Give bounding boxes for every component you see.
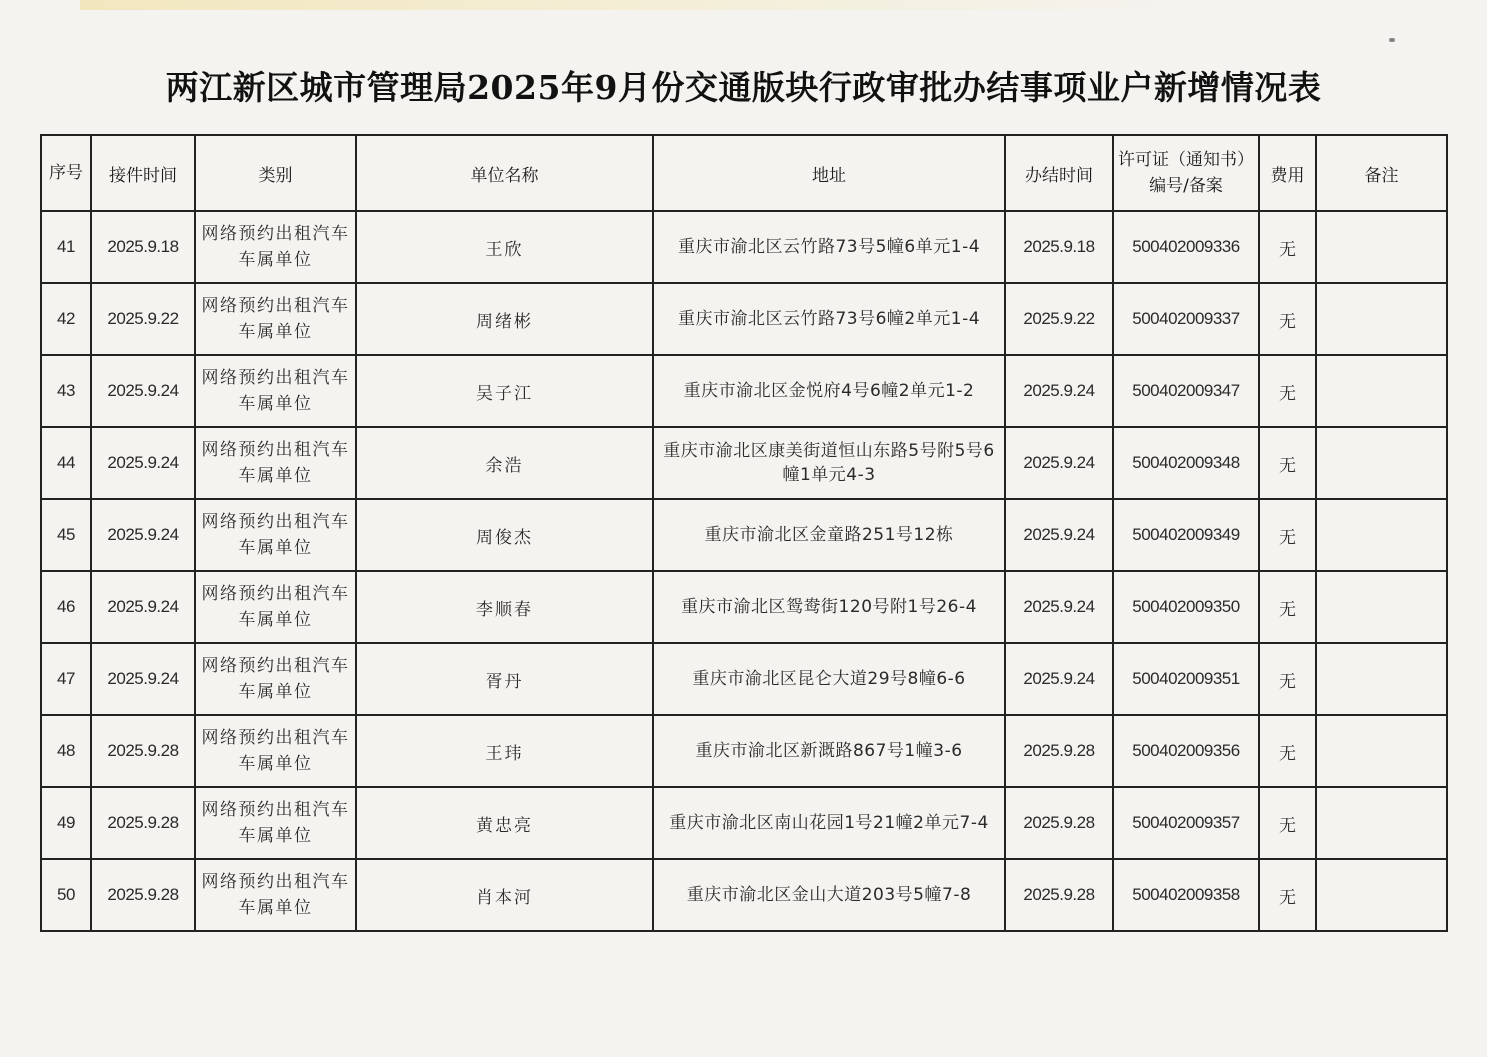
document-title: 两江新区城市管理局2025年9月份交通版块行政审批办结事项业户新增情况表	[165, 68, 1322, 107]
cell-unit-name: 周俊杰	[356, 499, 653, 571]
cell-note	[1316, 355, 1447, 427]
cell-unit-name: 肖本河	[356, 859, 653, 931]
table-row	[41, 787, 1447, 859]
cell-fee: 无	[1259, 283, 1316, 355]
header-unit-name: 单位名称	[356, 135, 653, 211]
cell-completed: 2025.9.28	[1005, 859, 1113, 931]
cell-seq: 46	[41, 571, 91, 643]
cell-unit-name: 胥丹	[356, 643, 653, 715]
cell-address: 重庆市渝北区新溉路867号1幢3-6	[653, 715, 1005, 787]
cell-category: 网络预约出租汽车车属单位	[195, 571, 356, 643]
cell-received: 2025.9.28	[91, 715, 195, 787]
cell-completed: 2025.9.24	[1005, 499, 1113, 571]
records-table	[40, 134, 1448, 932]
table-row	[41, 859, 1447, 931]
cell-received: 2025.9.18	[91, 211, 195, 283]
header-received: 接件时间	[91, 135, 195, 211]
cell-completed: 2025.9.24	[1005, 643, 1113, 715]
cell-unit-name: 李顺春	[356, 571, 653, 643]
cell-completed: 2025.9.22	[1005, 283, 1113, 355]
cell-unit-name: 吴子江	[356, 355, 653, 427]
cell-seq: 48	[41, 715, 91, 787]
cell-address: 重庆市渝北区云竹路73号6幢2单元1-4	[653, 283, 1005, 355]
cell-unit-name: 周绪彬	[356, 283, 653, 355]
cell-address: 重庆市渝北区金童路251号12栋	[653, 499, 1005, 571]
cell-fee: 无	[1259, 571, 1316, 643]
cell-unit-name: 余浩	[356, 427, 653, 499]
header-completed: 办结时间	[1005, 135, 1113, 211]
table-row	[41, 283, 1447, 355]
cell-address: 重庆市渝北区云竹路73号5幢6单元1-4	[653, 211, 1005, 283]
cell-received: 2025.9.24	[91, 355, 195, 427]
cell-seq: 49	[41, 787, 91, 859]
cell-fee: 无	[1259, 355, 1316, 427]
cell-permit: 500402009357	[1113, 787, 1259, 859]
table-row	[41, 571, 1447, 643]
cell-address: 重庆市渝北区金悦府4号6幢2单元1-2	[653, 355, 1005, 427]
cell-seq: 42	[41, 283, 91, 355]
cell-category: 网络预约出租汽车车属单位	[195, 211, 356, 283]
cell-unit-name: 王玮	[356, 715, 653, 787]
cell-note	[1316, 571, 1447, 643]
cell-permit: 500402009337	[1113, 283, 1259, 355]
table-row	[41, 355, 1447, 427]
cell-fee: 无	[1259, 427, 1316, 499]
cell-received: 2025.9.24	[91, 499, 195, 571]
cell-fee: 无	[1259, 211, 1316, 283]
cell-permit: 500402009358	[1113, 859, 1259, 931]
cell-note	[1316, 787, 1447, 859]
cell-permit: 500402009347	[1113, 355, 1259, 427]
cell-fee: 无	[1259, 715, 1316, 787]
cell-category: 网络预约出租汽车车属单位	[195, 643, 356, 715]
cell-received: 2025.9.24	[91, 643, 195, 715]
cell-permit: 500402009350	[1113, 571, 1259, 643]
cell-address: 重庆市渝北区康美街道恒山东路5号附5号6幢1单元4-3	[653, 427, 1005, 499]
cell-completed: 2025.9.24	[1005, 571, 1113, 643]
header-address: 地址	[653, 135, 1005, 211]
scan-mark	[1389, 38, 1395, 42]
header-note: 备注	[1316, 135, 1447, 211]
cell-fee: 无	[1259, 787, 1316, 859]
table-row	[41, 499, 1447, 571]
cell-received: 2025.9.28	[91, 787, 195, 859]
cell-category: 网络预约出租汽车车属单位	[195, 283, 356, 355]
header-row	[41, 135, 1447, 211]
cell-note	[1316, 859, 1447, 931]
cell-received: 2025.9.24	[91, 571, 195, 643]
cell-seq: 41	[41, 211, 91, 283]
cell-received: 2025.9.28	[91, 859, 195, 931]
cell-category: 网络预约出租汽车车属单位	[195, 859, 356, 931]
header-seq: 序号	[41, 135, 91, 211]
cell-address: 重庆市渝北区南山花园1号21幢2单元7-4	[653, 787, 1005, 859]
table-row	[41, 715, 1447, 787]
cell-completed: 2025.9.18	[1005, 211, 1113, 283]
cell-unit-name: 黄忠亮	[356, 787, 653, 859]
cell-permit: 500402009336	[1113, 211, 1259, 283]
cell-unit-name: 王欣	[356, 211, 653, 283]
cell-note	[1316, 715, 1447, 787]
cell-address: 重庆市渝北区金山大道203号5幢7-8	[653, 859, 1005, 931]
cell-completed: 2025.9.24	[1005, 427, 1113, 499]
cell-note	[1316, 643, 1447, 715]
cell-note	[1316, 499, 1447, 571]
cell-address: 重庆市渝北区昆仑大道29号8幢6-6	[653, 643, 1005, 715]
cell-permit: 500402009356	[1113, 715, 1259, 787]
table-row	[41, 643, 1447, 715]
cell-category: 网络预约出租汽车车属单位	[195, 427, 356, 499]
cell-note	[1316, 427, 1447, 499]
cell-received: 2025.9.22	[91, 283, 195, 355]
cell-seq: 47	[41, 643, 91, 715]
cell-permit: 500402009348	[1113, 427, 1259, 499]
cell-note	[1316, 283, 1447, 355]
cell-category: 网络预约出租汽车车属单位	[195, 499, 356, 571]
cell-permit: 500402009349	[1113, 499, 1259, 571]
cell-note	[1316, 211, 1447, 283]
cell-category: 网络预约出租汽车车属单位	[195, 787, 356, 859]
table-row	[41, 211, 1447, 283]
header-fee: 费用	[1259, 135, 1316, 211]
header-category: 类别	[195, 135, 356, 211]
cell-seq: 45	[41, 499, 91, 571]
cell-completed: 2025.9.28	[1005, 715, 1113, 787]
cell-completed: 2025.9.28	[1005, 787, 1113, 859]
cell-fee: 无	[1259, 643, 1316, 715]
table-row	[41, 427, 1447, 499]
cell-seq: 43	[41, 355, 91, 427]
cell-category: 网络预约出租汽车车属单位	[195, 355, 356, 427]
cell-seq: 50	[41, 859, 91, 931]
scan-edge-artifact	[80, 0, 1200, 10]
cell-fee: 无	[1259, 499, 1316, 571]
cell-received: 2025.9.24	[91, 427, 195, 499]
cell-fee: 无	[1259, 859, 1316, 931]
cell-address: 重庆市渝北区鸳鸯街120号附1号26-4	[653, 571, 1005, 643]
cell-completed: 2025.9.24	[1005, 355, 1113, 427]
cell-permit: 500402009351	[1113, 643, 1259, 715]
cell-category: 网络预约出租汽车车属单位	[195, 715, 356, 787]
header-permit: 许可证（通知书）编号/备案	[1113, 135, 1259, 211]
cell-seq: 44	[41, 427, 91, 499]
